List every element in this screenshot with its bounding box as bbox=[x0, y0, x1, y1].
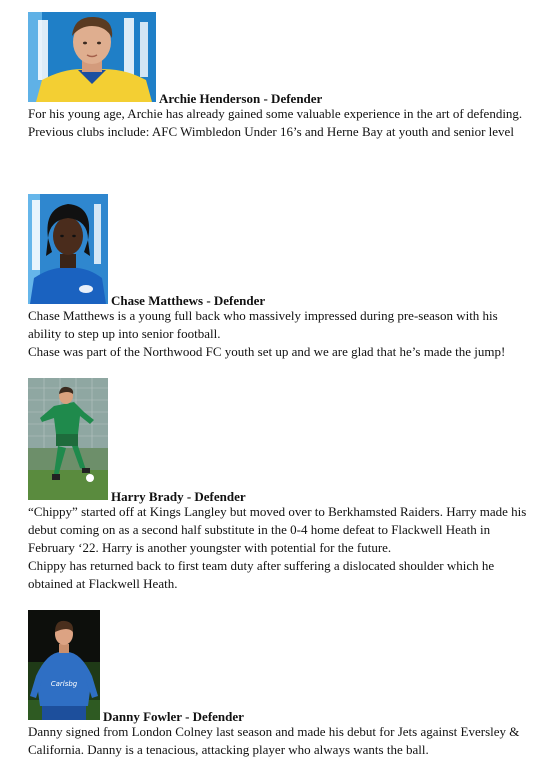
bio-paragraph: Chippy has returned back to first team duty after suffering a dislocated shoulder which he obtained at Flackwell Heath. bbox=[28, 558, 495, 591]
bio-paragraph: “Chippy” started off at Kings Langley but moved over to Berkhamsted Raiders. Harry made his debut coming on as a second half substitute in the 0-4 home defeat to Flackwell Heath in February ‘22. Harry is another youngster with potential for the future. bbox=[28, 504, 527, 555]
svg-text:Carlsbg: Carlsbg bbox=[50, 680, 78, 688]
player-photo bbox=[28, 194, 108, 304]
bio-paragraph: Chase Matthews is a young full back who massively impressed during pre-season with his ability to step up into senior football. bbox=[28, 308, 498, 341]
player-name: Archie Henderson - Defender bbox=[159, 91, 323, 106]
player-bio bbox=[28, 723, 528, 759]
player-card-archie-henderson bbox=[28, 12, 528, 141]
player-header bbox=[28, 378, 528, 504]
bio-paragraph: Previous clubs include: AFC Wimbledon Under 16’s and Herne Bay at youth and senior level bbox=[28, 124, 514, 139]
player-header bbox=[28, 610, 528, 724]
bio-paragraph: For his young age, Archie has already gained some valuable experience in the art of defending. bbox=[28, 106, 523, 121]
player-photo bbox=[28, 12, 156, 102]
player-card-danny-fowler bbox=[28, 610, 528, 759]
player-name: Harry Brady - Defender bbox=[111, 489, 246, 504]
player-card-chase-matthews bbox=[28, 194, 528, 361]
player-name: Danny Fowler - Defender bbox=[103, 709, 244, 724]
player-bio bbox=[28, 105, 528, 141]
player-name: Chase Matthews - Defender bbox=[111, 293, 266, 308]
player-card-harry-brady bbox=[28, 378, 528, 593]
bio-paragraph: Chase was part of the Northwood FC youth set up and we are glad that he’s made the jump! bbox=[28, 344, 506, 359]
player-photo bbox=[28, 610, 100, 720]
player-header bbox=[28, 194, 528, 308]
player-bio bbox=[28, 307, 528, 361]
player-header bbox=[28, 12, 528, 106]
player-bio bbox=[28, 503, 528, 593]
player-photo bbox=[28, 378, 108, 500]
bio-paragraph: Danny signed from London Colney last season and made his debut for Jets against Eversley & California. Danny is a tenacious, attacking player who always wants the ball. bbox=[28, 724, 520, 757]
